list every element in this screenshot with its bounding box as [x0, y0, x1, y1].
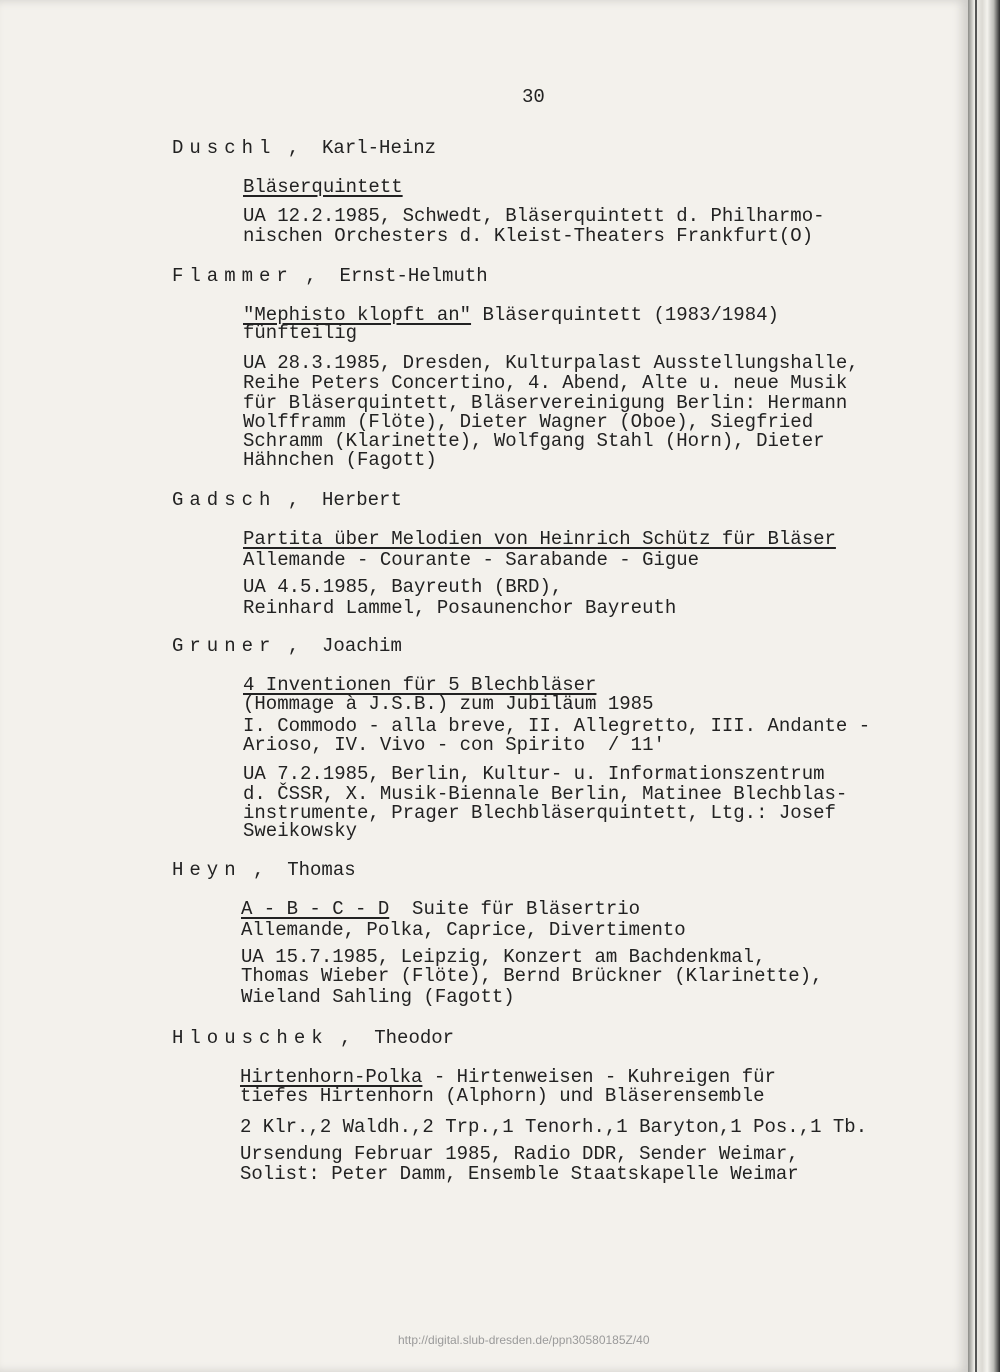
composer-heading — [172, 859, 356, 881]
line-text: Arioso, IV. Vivo - con Spirito / 11' — [243, 734, 665, 756]
line-text: Thomas Wieber (Flöte), Bernd Brückner (Klarinette), — [241, 965, 823, 987]
work-title: "Mephisto klopft an" — [243, 304, 472, 326]
composer-surname: Gruner — [172, 635, 277, 657]
line-text: I. Commodo - alla breve, II. Allegretto, III. Andante - — [243, 715, 871, 737]
line-text: für Bläserquintett, Bläservereinigung Berlin: Hermann — [243, 392, 848, 414]
line-text: Allemande, Polka, Caprice, Divertimento — [241, 919, 686, 941]
line-text: Allemande - Courante - Sarabande - Gigue — [243, 549, 700, 571]
line-text: Sweikowsky — [243, 820, 358, 842]
line-text: Bläserquintett (1983/1984) — [471, 304, 779, 326]
line-text: UA 15.7.1985, Leipzig, Konzert am Bachdenkmal, — [241, 946, 766, 968]
entry-line — [243, 736, 665, 755]
entry-line — [243, 354, 859, 373]
composer-given-name: Thomas — [287, 859, 356, 881]
entry-line — [240, 1087, 765, 1106]
name-separator: , — [293, 265, 340, 287]
line-text: (Hommage à J.S.B.) zum Jubiläum 1985 — [243, 693, 654, 715]
book-spine-edge — [968, 0, 1000, 1372]
work-title: 4 Inventionen für 5 Blechbläser — [243, 674, 597, 696]
entry-line — [241, 921, 686, 940]
name-separator: , — [241, 859, 288, 881]
entry-line — [241, 988, 515, 1007]
page-edge-line — [975, 0, 977, 1372]
entry-line — [243, 374, 847, 393]
composer-given-name: Karl-Heinz — [322, 137, 437, 159]
composer-heading — [172, 137, 436, 159]
entry-line — [240, 1165, 799, 1184]
composer-given-name: Ernst-Helmuth — [339, 265, 488, 287]
line-text: d. ČSSR, X. Musik-Biennale Berlin, Matinee Blechblas- — [243, 783, 848, 805]
line-text: Solist: Peter Damm, Ensemble Staatskapelle Weimar — [240, 1163, 799, 1185]
line-text: Wieland Sahling (Fagott) — [241, 986, 515, 1008]
entry-line — [243, 324, 357, 343]
entry-line — [241, 900, 640, 919]
line-text: Ursendung Februar 1985, Radio DDR, Sender Weimar, — [240, 1143, 799, 1165]
line-text: 2 Klr.,2 Waldh.,2 Trp.,1 Tenorh.,1 Baryton,1 Pos.,1 Tb. — [240, 1116, 868, 1138]
work-title: Bläserquintett — [243, 176, 403, 198]
composer-heading — [172, 1027, 454, 1049]
footer-url[interactable]: http://digital.slub-dresden.de/ppn30580185Z/40 — [398, 1333, 650, 1347]
entry-line — [243, 765, 825, 784]
line-text: nischen Orchesters d. Kleist-Theaters Frankfurt(O) — [243, 225, 814, 247]
entry-line — [243, 551, 699, 570]
composer-heading — [172, 489, 402, 511]
entry-line — [241, 967, 823, 986]
name-separator: , — [276, 137, 323, 159]
composer-heading — [172, 635, 402, 657]
entry-line — [243, 451, 437, 470]
line-text: Reihe Peters Concertino, 4. Abend, Alte u. neue Musik — [243, 372, 848, 394]
entry-line — [240, 1145, 799, 1164]
composer-surname: Flammer — [172, 265, 294, 287]
composer-given-name: Herbert — [322, 489, 402, 511]
line-text: UA 4.5.1985, Bayreuth (BRD), — [243, 576, 563, 598]
name-separator: , — [328, 1027, 375, 1049]
line-text: instrumente, Prager Blechbläserquintett, Ltg.: Josef — [243, 802, 836, 824]
composer-surname: Hlouschek — [172, 1027, 329, 1049]
line-text: Hähnchen (Fagott) — [243, 449, 437, 471]
composer-heading — [172, 265, 488, 287]
line-text: - Hirtenweisen - Kuhreigen für — [422, 1066, 776, 1088]
line-text: Schramm (Klarinette), Wolfgang Stahl (Horn), Dieter — [243, 430, 825, 452]
work-title: A - B - C - D — [241, 898, 390, 920]
line-text: Wolfframm (Flöte), Dieter Wagner (Oboe), Siegfried — [243, 411, 814, 433]
name-separator: , — [276, 489, 323, 511]
line-text: UA 7.2.1985, Berlin, Kultur- u. Informationszentrum — [243, 763, 825, 785]
entry-line — [243, 822, 357, 841]
name-separator: , — [276, 635, 323, 657]
line-text: tiefes Hirtenhorn (Alphorn) und Bläserensemble — [240, 1085, 765, 1107]
entry-line — [240, 1118, 867, 1137]
composer-surname: Heyn — [172, 859, 242, 881]
work-title: Hirtenhorn-Polka — [240, 1066, 423, 1088]
entry-line — [243, 530, 836, 549]
entry-line — [243, 695, 653, 714]
composer-given-name: Theodor — [374, 1027, 455, 1049]
entry-line — [243, 207, 825, 226]
line-text: UA 12.2.1985, Schwedt, Bläserquintett d. Philharmo- — [243, 205, 825, 227]
line-text: UA 28.3.1985, Dresden, Kulturpalast Ausstellungshalle, — [243, 352, 859, 374]
page-number: 30 — [522, 86, 545, 108]
entry-line — [243, 599, 676, 618]
line-text: fünfteilig — [243, 322, 358, 344]
composer-given-name: Joachim — [322, 635, 402, 657]
line-text: Reinhard Lammel, Posaunenchor Bayreuth — [243, 597, 677, 619]
composer-surname: Duschl — [172, 137, 277, 159]
entry-line — [243, 227, 813, 246]
composer-surname: Gadsch — [172, 489, 277, 511]
entry-line — [243, 178, 403, 197]
line-text: Suite für Bläsertrio — [389, 898, 641, 920]
work-title: Partita über Melodien von Heinrich Schütz für Bläser — [243, 528, 836, 550]
entry-line — [243, 578, 562, 597]
